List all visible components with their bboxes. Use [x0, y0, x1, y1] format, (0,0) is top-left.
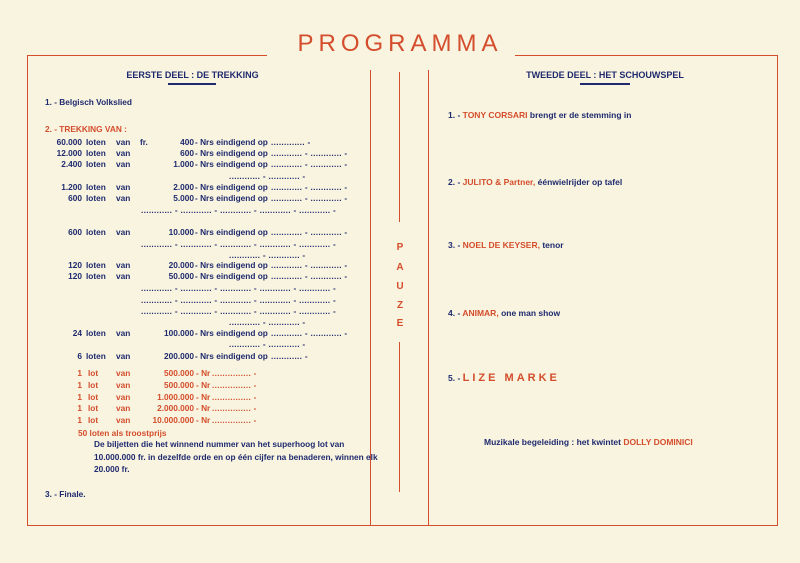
- pauze-letter-z: Z: [396, 300, 404, 311]
- draw-dots: ............ - ............ -: [271, 227, 348, 237]
- single-van: van: [116, 403, 131, 413]
- draw-amount: 400: [180, 137, 194, 147]
- right-section-heading: TWEEDE DEEL : HET SCHOUWSPEL: [526, 70, 684, 80]
- draw-dots: ............ - ............ -: [271, 260, 348, 270]
- draw-unit: loten: [86, 328, 106, 338]
- draw-dots: ............ - ............ -: [271, 159, 348, 169]
- draw-unit: loten: [86, 137, 106, 147]
- accompaniment: [484, 437, 693, 447]
- draw-dots: ............. -: [271, 137, 311, 147]
- draw-van: van: [116, 137, 131, 147]
- act-4: [448, 308, 560, 318]
- single-dots: ............... -: [212, 392, 257, 402]
- pauze-letter-u: U: [396, 281, 404, 292]
- act-1-num: 1. -: [448, 110, 461, 120]
- draw-count: 6: [77, 351, 82, 361]
- single-amount: 2.000.000: [157, 403, 194, 413]
- act-2: [448, 177, 622, 187]
- draw-desc: - Nrs eindigend op: [195, 193, 268, 203]
- page-title: PROGRAMMA: [297, 30, 503, 57]
- draw-dots: ............ - ............ -: [271, 148, 348, 158]
- draw-van: van: [116, 351, 131, 361]
- draw-currency: fr.: [140, 137, 148, 147]
- single-amount: 500.000: [164, 380, 194, 390]
- draw-amount: 2.000: [173, 182, 194, 192]
- draw-amount: 100.000: [164, 328, 194, 338]
- accompaniment-name: DOLLY DOMINICI: [623, 437, 693, 447]
- act-3: [448, 240, 564, 250]
- pause-line-top: [399, 72, 400, 222]
- draw-dots-extra: ............ - ............ -: [229, 339, 306, 349]
- single-dots: ............... -: [212, 403, 257, 413]
- draw-dots: ............ - ............ -: [271, 328, 348, 338]
- single-count: 1: [77, 368, 82, 378]
- draw-dots: ............ - ............ -: [271, 182, 348, 192]
- draw-amount: 1.000: [173, 159, 194, 169]
- draw-amount: 5.000: [173, 193, 194, 203]
- draw-dots-extra: ............ - ............ -: [229, 317, 306, 327]
- draw-dots: ............ - ............ -: [271, 193, 348, 203]
- draw-count: 1.200: [61, 182, 82, 192]
- act-3-name: NOEL DE KEYSER,: [462, 240, 540, 250]
- item-anthem: 1. - Belgisch Volkslied: [45, 97, 132, 107]
- act-5-num: 5. -: [448, 373, 461, 383]
- draw-van: van: [116, 148, 131, 158]
- consolation-text: De biljetten die het winnend nummer van het superhoog lot van 10.000.000 fr. in dezelfde orde en op één cijfer na benaderen, winnen elk 20.000 fr.: [94, 439, 378, 474]
- divider-right: [428, 70, 429, 525]
- draw-count: 120: [68, 271, 82, 281]
- single-desc: - Nr: [196, 368, 211, 378]
- act-1-name: TONY CORSARI: [462, 110, 528, 120]
- item-finale: 3. - Finale.: [45, 489, 86, 499]
- draw-van: van: [116, 159, 131, 169]
- draw-dots-extra: ............ - ............ -: [229, 250, 306, 260]
- frame-top-left: [27, 55, 267, 56]
- single-desc: - Nr: [196, 392, 211, 402]
- draw-desc: - Nrs eindigend op: [195, 328, 268, 338]
- draw-amount: 20.000: [168, 260, 194, 270]
- single-dots: ............... -: [212, 380, 257, 390]
- single-unit: lot: [88, 415, 99, 425]
- act-1: [448, 110, 631, 120]
- single-count: 1: [77, 415, 82, 425]
- draw-unit: loten: [86, 159, 106, 169]
- item-draw: 2. - TREKKING VAN :: [45, 124, 127, 134]
- act-4-num: 4. -: [448, 308, 461, 318]
- draw-amount: 10.000: [168, 227, 194, 237]
- draw-desc: - Nrs eindigend op: [195, 148, 268, 158]
- draw-count: 600: [68, 193, 82, 203]
- single-van: van: [116, 368, 131, 378]
- single-desc: - Nr: [196, 380, 211, 390]
- draw-amount: 50.000: [168, 271, 194, 281]
- draw-desc: - Nrs eindigend op: [195, 227, 268, 237]
- pauze-letter-e: E: [396, 318, 404, 329]
- draw-desc: - Nrs eindigend op: [195, 260, 268, 270]
- act-2-name: JULITO & Partner,: [462, 177, 536, 187]
- draw-unit: loten: [86, 351, 106, 361]
- draw-desc: - Nrs eindigend op: [195, 137, 268, 147]
- frame-top-right: [515, 55, 777, 56]
- single-desc: - Nr: [196, 415, 211, 425]
- act-4-rest: one man show: [501, 308, 561, 318]
- single-amount: 10.000.000: [152, 415, 194, 425]
- draw-dots: ............ -: [271, 351, 308, 361]
- draw-dots-extra: ............ - ............ - ............ - ............ - ............ -: [141, 205, 337, 215]
- draw-dots-extra: ............ - ............ -: [229, 171, 306, 181]
- single-desc: - Nr: [196, 403, 211, 413]
- draw-count: 2.400: [61, 159, 82, 169]
- single-count: 1: [77, 392, 82, 402]
- draw-unit: loten: [86, 182, 106, 192]
- draw-count: 24: [72, 328, 82, 338]
- frame-bottom: [27, 525, 778, 526]
- right-heading-underline: [580, 83, 630, 85]
- act-3-num: 3. -: [448, 240, 461, 250]
- frame-left: [27, 55, 28, 525]
- accompaniment-label: Muzikale begeleiding : het kwintet: [484, 437, 621, 447]
- draw-unit: loten: [86, 271, 106, 281]
- draw-amount: 200.000: [164, 351, 194, 361]
- pauze-letter-a: A: [396, 262, 404, 273]
- draw-desc: - Nrs eindigend op: [195, 182, 268, 192]
- left-heading-underline: [168, 83, 216, 85]
- draw-unit: loten: [86, 148, 106, 158]
- draw-desc: - Nrs eindigend op: [195, 271, 268, 281]
- draw-dots-extra: ............ - ............ - ............ - ............ - ............ -: [141, 283, 337, 293]
- draw-count: 600: [68, 227, 82, 237]
- act-1-rest: brengt er de stemming in: [529, 110, 632, 120]
- pauze-letter-p: P: [396, 242, 404, 253]
- single-van: van: [116, 380, 131, 390]
- single-unit: lot: [88, 403, 99, 413]
- draw-van: van: [116, 271, 131, 281]
- draw-van: van: [116, 182, 131, 192]
- consolation-title: 50 loten als troostprijs: [78, 428, 167, 438]
- frame-right: [777, 55, 778, 525]
- draw-van: van: [116, 193, 131, 203]
- pause-line-bottom: [399, 342, 400, 492]
- draw-dots-extra: ............ - ............ - ............ - ............ - ............ -: [141, 239, 337, 249]
- left-section-heading: EERSTE DEEL : DE TREKKING: [126, 70, 259, 80]
- act-3-rest: tenor: [542, 240, 564, 250]
- draw-dots-extra: ............ - ............ - ............ - ............ - ............ -: [141, 295, 337, 305]
- single-van: van: [116, 415, 131, 425]
- draw-count: 60.000: [56, 137, 82, 147]
- draw-amount: 600: [180, 148, 194, 158]
- act-5: [448, 372, 560, 384]
- draw-desc: - Nrs eindigend op: [195, 159, 268, 169]
- single-count: 1: [77, 403, 82, 413]
- single-count: 1: [77, 380, 82, 390]
- draw-van: van: [116, 260, 131, 270]
- draw-unit: loten: [86, 260, 106, 270]
- draw-unit: loten: [86, 227, 106, 237]
- act-5-name: LIZE MARKE: [462, 372, 560, 384]
- draw-dots-extra: ............ - ............ - ............ - ............ - ............ -: [141, 306, 337, 316]
- draw-count: 120: [68, 260, 82, 270]
- act-2-num: 2. -: [448, 177, 461, 187]
- act-4-name: ANIMAR,: [462, 308, 499, 318]
- draw-count: 12.000: [56, 148, 82, 158]
- draw-unit: loten: [86, 193, 106, 203]
- single-amount: 500.000: [164, 368, 194, 378]
- single-dots: ............... -: [212, 368, 257, 378]
- act-2-rest: éénwielrijder op tafel: [537, 177, 623, 187]
- single-unit: lot: [88, 392, 99, 402]
- draw-van: van: [116, 227, 131, 237]
- single-dots: ............... -: [212, 415, 257, 425]
- draw-desc: - Nrs eindigend op: [195, 351, 268, 361]
- single-unit: lot: [88, 380, 99, 390]
- draw-dots: ............ - ............ -: [271, 271, 348, 281]
- single-amount: 1.000.000: [157, 392, 194, 402]
- single-unit: lot: [88, 368, 99, 378]
- draw-van: van: [116, 328, 131, 338]
- single-van: van: [116, 392, 131, 402]
